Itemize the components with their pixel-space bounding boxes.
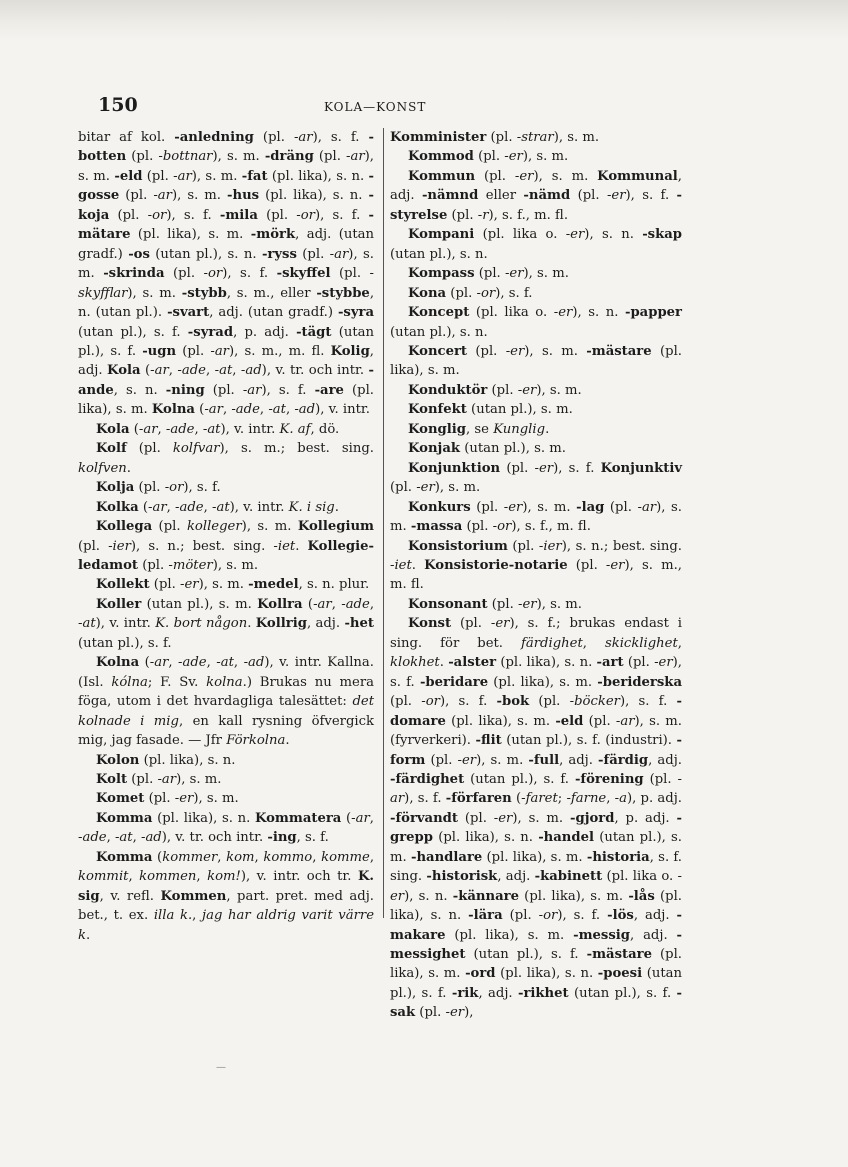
footer-mark: — xyxy=(216,1062,226,1073)
dictionary-entry: Koncept (pl. lika o. -er), s. n. -papper (utan pl.), s. n. xyxy=(390,305,683,340)
right-column xyxy=(383,128,683,1021)
dictionary-entry: Kona (pl. -or), s. f. xyxy=(408,285,533,301)
page-number: 150 xyxy=(98,94,138,116)
dictionary-entry: Koncert (pl. -er), s. m. -mästare (pl. lika), s. m. xyxy=(390,343,682,379)
dictionary-entry: Konfekt (utan pl.), s. m. xyxy=(408,402,573,418)
dictionary-entry: Kollekt (pl. -er), s. m. -medel, s. n. plur. xyxy=(96,577,370,593)
dictionary-entry: Kolja (pl. -or), s. f. xyxy=(96,480,221,496)
dictionary-entry: Koller (utan pl.), s. m. Kollra (-ar, -ade, -at), v. intr. K. bort någon. Kollrig, adj. -het (utan pl.), s. f. xyxy=(78,596,375,651)
dictionary-entry: Komma (kommer, kom, kommo, komme, kommit, kommen, kom!), v. intr. och tr. K. sig, v. refl. Kommen, part. pret. med adj. bet., t. ex. illa k., jag har aldrig varit värre k. xyxy=(78,849,375,943)
dictionary-entry: Kommod (pl. -er), s. m. xyxy=(408,149,569,165)
dictionary-entry: Kola (-ar, -ade, -at), v. intr. K. af, dö. xyxy=(96,421,340,437)
dictionary-entry: Komet (pl. -er), s. m. xyxy=(96,791,239,807)
dictionary-entry: Kollega (pl. kolleger), s. m. Kollegium (pl. -ier), s. n.; best. sing. -iet. Kollegie-ledamot (pl. -möter), s. m. xyxy=(78,519,374,573)
dictionary-entry: Komminister (pl. -strar), s. m. xyxy=(390,130,600,145)
dictionary-entry: Konduktör (pl. -er), s. m. xyxy=(408,382,582,398)
dictionary-entry: Konsonant (pl. -er), s. m. xyxy=(408,596,582,612)
running-head: KOLA—KONST xyxy=(324,100,427,114)
dictionary-entry: Konjunktion (pl. -er), s. f. Konjunktiv (pl. -er), s. m. xyxy=(390,460,682,496)
left-column xyxy=(78,128,374,945)
dictionary-entry: Konglig, se Kunglig. xyxy=(408,421,550,437)
scan-top-edge xyxy=(0,0,848,40)
dictionary-entry: Kolt (pl. -ar), s. m. xyxy=(96,771,222,787)
dictionary-entry: Kommun (pl. -er), s. m. Kommunal, adj. -nämnd eller -nämd (pl. -er), s. f. -styrelse (pl. -r), s. f., m. fl. xyxy=(390,168,682,223)
dictionary-entry: Kolf (pl. kolfvar), s. m.; best. sing. kolfven. xyxy=(78,441,374,476)
dictionary-entry: Kompani (pl. lika o. -er), s. n. -skap (utan pl.), s. n. xyxy=(390,227,683,262)
dictionary-entry: Kolna (-ar, -ade, -at, -ad), v. intr. Kallna. (Isl. kólna; F. Sv. kolna.) Brukas nu mera föga, utom i det hvardagliga talesättet: det kolnade i mig, en kall rysning öfvergick mig, jag fasade. — Jfr Förkolna. xyxy=(78,655,374,749)
dictionary-entry: Kolon (pl. lika), s. n. xyxy=(96,752,236,768)
dictionary-entry: Konjak (utan pl.), s. m. xyxy=(408,441,566,457)
dictionary-entry: Konkurs (pl. -er), s. m. -lag (pl. -ar), s. m. -massa (pl. -or), s. f., m. fl. xyxy=(390,499,682,535)
dictionary-entry: Kompass (pl. -er), s. m. xyxy=(408,266,569,282)
page-header xyxy=(78,94,758,118)
dictionary-entry: Konsistorium (pl. -ier), s. n.; best. sing. -iet. Konsistorie-notarie (pl. -er), s. m., m. fl. xyxy=(390,538,682,593)
dictionary-entry: Komma (pl. lika), s. n. Kommatera (-ar, -ade, -at, -ad), v. tr. och intr. -ing, s. f. xyxy=(78,810,374,846)
dictionary-entry: Kolka (-ar, -ade, -at), v. intr. K. i sig. xyxy=(96,499,339,515)
dictionary-entry: Konst (pl. -er), s. f.; brukas endast i sing. för bet. färdighet, skicklighet, klokhet. -alster (pl. lika), s. n. -art (pl. -er), s. f. -beridare (pl. lika), s. m. -beriderska (pl. -or), s. f. -bok (pl. -böcker), s. f. -domare (pl. lika), s. m. -eld (pl. -ar), s. m. (fyrverkeri). -flit (utan pl.), s. f. (industri). -form (pl. -er), s. m. -full, adj. -färdig, adj. -färdighet (utan pl.), s. f. -förening (pl. -ar), s. f. -förfaren (-faret; -farne, -a), p. adj. -förvandt (pl. -er), s. m. -gjord, p. adj. -grepp (pl. lika), s. n. -handel (utan pl.), s. m. -handlare (pl. lika), s. m. -historia, s. f. sing. -historisk, adj. -kabinett (pl. lika o. -er), s. n. -kännare (pl. lika), s. m. -lås (pl. lika), s. n. -lära (pl. -or), s. f. -lös, adj. -makare (pl. lika), s. m. -messig, adj. -messighet (utan pl.), s. f. -mästare (pl. lika), s. m. -ord (pl. lika), s. n. -poesi (utan pl.), s. f. -rik, adj. -rikhet (utan pl.), s. f. -sak (pl. -er), xyxy=(390,616,683,1021)
dictionary-entry: bitar af kol. -anledning (pl. -ar), s. f. -botten (pl. -bottnar), s. m. -dräng (pl. -ar), s. m. -eld (pl. -ar), s. m. -fat (pl. lika), s. n. -gosse (pl. -ar), s. m. -hus (pl. lika), s. n. -koja (pl. -or), s. f. -mila (pl. -or), s. f. -mätare (pl. lika), s. m. -mörk, adj. (utan gradf.) -os (utan pl.), s. n. -ryss (pl. -ar), s. m. -skrinda (pl. -or), s. f. -skyffel (pl. -skyfflar), s. m. -stybb, s. m., eller -stybbe, n. (utan pl.). -svart, adj. (utan gradf.) -syra (utan pl.), s. f. -syrad, p. adj. -tägt (utan pl.), s. f. -ugn (pl. -ar), s. m., m. fl. Kolig, adj. Kola (-ar, -ade, -at, -ad), v. tr. och intr. -ande, s. n. -ning (pl. -ar), s. f. -are (pl. lika), s. m. Kolna (-ar, -ade, -at, -ad), v. intr. xyxy=(78,130,375,418)
